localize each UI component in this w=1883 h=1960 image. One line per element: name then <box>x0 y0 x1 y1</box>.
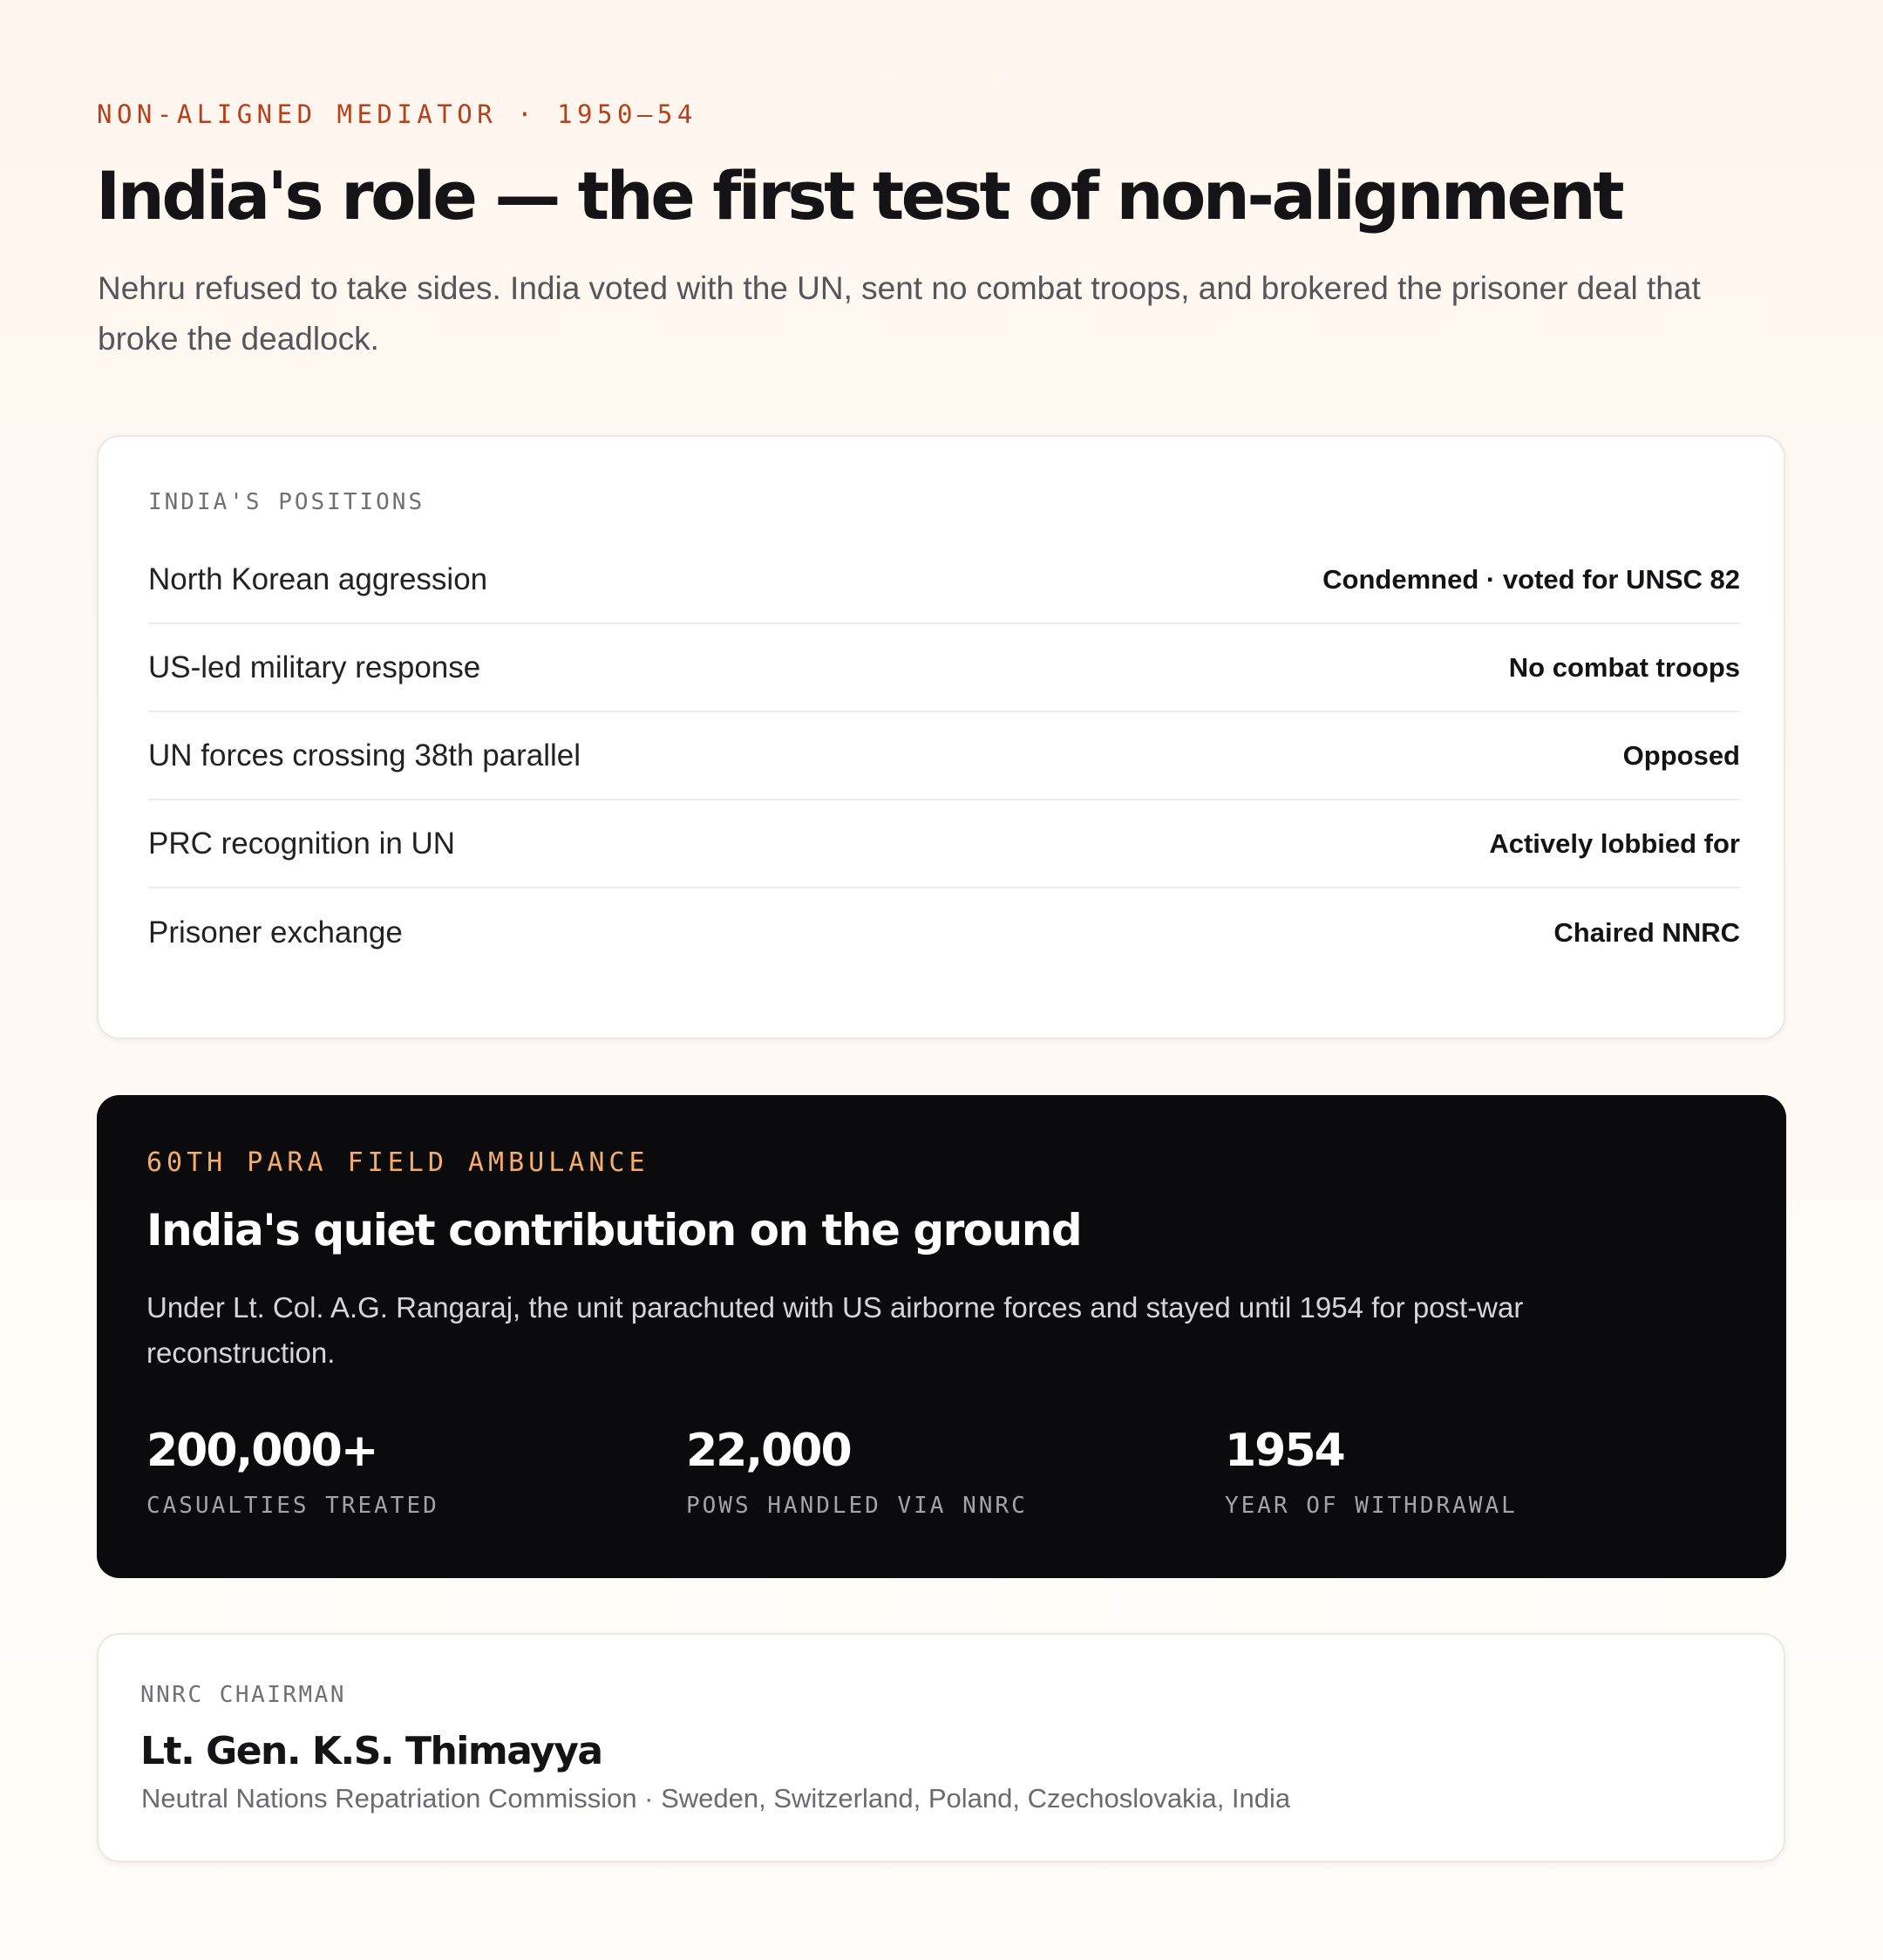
stat-label: YEAR OF WITHDRAWAL <box>1225 1493 1518 1519</box>
position-row <box>148 712 1740 800</box>
ambulance-eyebrow: 60TH PARA FIELD AMBULANCE <box>146 1147 649 1178</box>
position-stance: No combat troops <box>1508 651 1740 683</box>
stat-value: 200,000+ <box>146 1425 377 1477</box>
position-stance: Actively lobbied for <box>1489 827 1740 859</box>
chairman-label: NNRC CHAIRMAN <box>140 1682 346 1708</box>
position-stance: Condemned · voted for UNSC 82 <box>1322 563 1740 595</box>
position-issue: Prisoner exchange <box>148 915 403 949</box>
chairman-description: Neutral Nations Repatriation Commission · Sweden, Switzerland, Poland, Czechoslovakia, India <box>141 1783 1291 1814</box>
position-row <box>148 800 1740 888</box>
stat-casualties <box>146 1425 439 1519</box>
position-issue: US-led military response <box>148 650 481 684</box>
stat-label: POWS HANDLED VIA NNRC <box>686 1493 1028 1519</box>
stat-withdrawal <box>1225 1425 1518 1519</box>
position-row <box>148 624 1740 712</box>
ambulance-title: India's quiet contribution on the ground <box>146 1205 1082 1256</box>
stat-value: 1954 <box>1225 1425 1344 1477</box>
position-row <box>148 536 1740 624</box>
position-issue: PRC recognition in UN <box>148 826 456 861</box>
page-subtitle: Nehru refused to take sides. India voted with the UN, sent no combat troops, and brokered the prisoner deal that broke the deadlock. <box>98 270 1701 357</box>
positions-label: INDIA'S POSITIONS <box>148 489 425 515</box>
stat-value: 22,000 <box>686 1425 851 1477</box>
page-title: India's role — the first test of non-alignment <box>96 157 1622 235</box>
chairman-name: Lt. Gen. K.S. Thimayya <box>140 1729 602 1773</box>
chairman-card <box>97 1633 1785 1862</box>
stat-label: CASUALTIES TREATED <box>146 1493 439 1519</box>
ambulance-card <box>97 1095 1786 1578</box>
page-eyebrow: NON-ALIGNED MEDIATOR · 1950–54 <box>97 99 697 129</box>
position-issue: North Korean aggression <box>148 561 488 596</box>
position-issue: UN forces crossing 38th parallel <box>148 738 581 772</box>
stat-pows <box>686 1425 1028 1519</box>
position-row <box>148 888 1740 977</box>
position-stance: Opposed <box>1622 739 1740 771</box>
position-stance: Chaired NNRC <box>1553 916 1740 948</box>
positions-card <box>97 435 1785 1039</box>
ambulance-body: Under Lt. Col. A.G. Rangaraj, the unit parachuted with US airborne forces and stayed until 1954 for post-war reconstruction. <box>146 1291 1524 1369</box>
